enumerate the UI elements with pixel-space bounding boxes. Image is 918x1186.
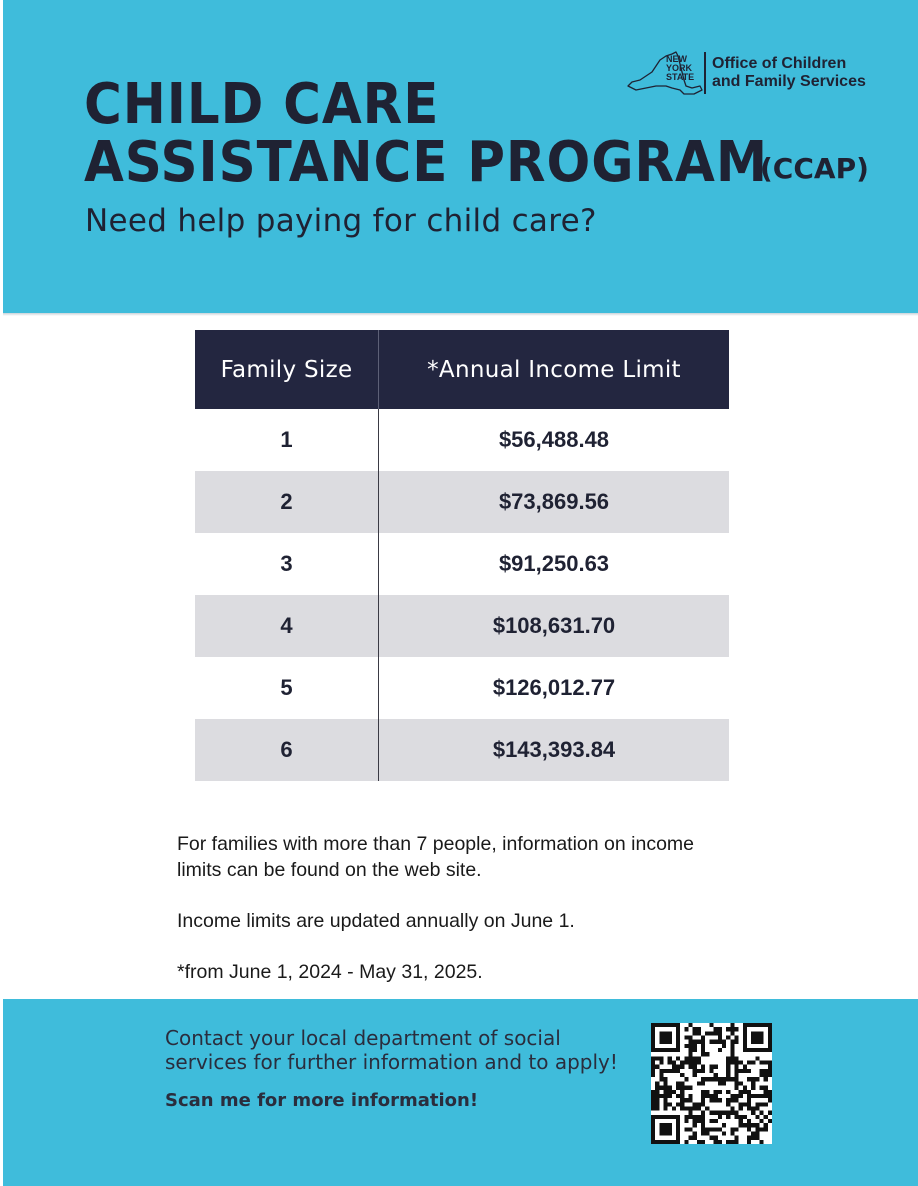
page-title-abbreviation: (CCAP) <box>760 152 869 185</box>
table-row <box>195 471 729 533</box>
family-size-cell: 1 <box>195 409 379 471</box>
table-row <box>195 533 729 595</box>
note-update-schedule: Income limits are updated annually on June 1. <box>177 910 575 932</box>
income-limit-cell: $73,869.56 <box>498 489 610 514</box>
agency-name-line-2: and Family Services <box>712 73 866 90</box>
table-row <box>195 719 729 781</box>
qr-code-icon[interactable] <box>651 1023 772 1144</box>
nys-logo-text <box>666 55 694 82</box>
page-title-line-1: CHILD CARE <box>84 72 440 137</box>
family-size-cell: 5 <box>195 657 379 719</box>
table-row <box>195 657 729 719</box>
income-limit-cell: $126,012.77 <box>492 675 616 700</box>
column-header-family-size: Family Size <box>195 330 379 409</box>
header-divider <box>3 313 918 316</box>
scan-prompt: Scan me for more information! <box>165 1090 479 1111</box>
income-limit-table <box>195 330 729 781</box>
nys-logo-line-2: YORK <box>666 63 693 73</box>
family-size-cell: 6 <box>195 719 379 781</box>
family-size-cell: 2 <box>195 471 379 533</box>
table-row <box>195 409 729 471</box>
logo-divider <box>704 52 706 94</box>
income-limit-cell: $56,488.48 <box>498 427 610 452</box>
nys-logo-line-3: STATE <box>666 72 695 82</box>
income-limit-cell: $143,393.84 <box>492 737 616 762</box>
agency-name-line-1: Office of Children <box>712 55 847 72</box>
family-size-cell: 4 <box>195 595 379 657</box>
page-subtitle: Need help paying for child care? <box>85 203 597 239</box>
income-limit-cell: $108,631.70 <box>492 613 616 638</box>
page-title-line-2: ASSISTANCE PROGRAM <box>84 130 769 195</box>
contact-text: Contact your local department of social services for further information and to apply! <box>165 1026 618 1074</box>
income-limit-cell: $91,250.63 <box>498 551 610 576</box>
column-header-income-limit: *Annual Income Limit <box>427 356 681 383</box>
table-row <box>195 595 729 657</box>
family-size-cell: 3 <box>195 533 379 595</box>
nys-logo-line-1: NEW <box>666 54 687 64</box>
note-large-families: For families with more than 7 people, information on income limits can be found on the web site. <box>177 833 694 881</box>
note-period: *from June 1, 2024 - May 31, 2025. <box>177 961 483 983</box>
table-header-row <box>195 330 729 409</box>
